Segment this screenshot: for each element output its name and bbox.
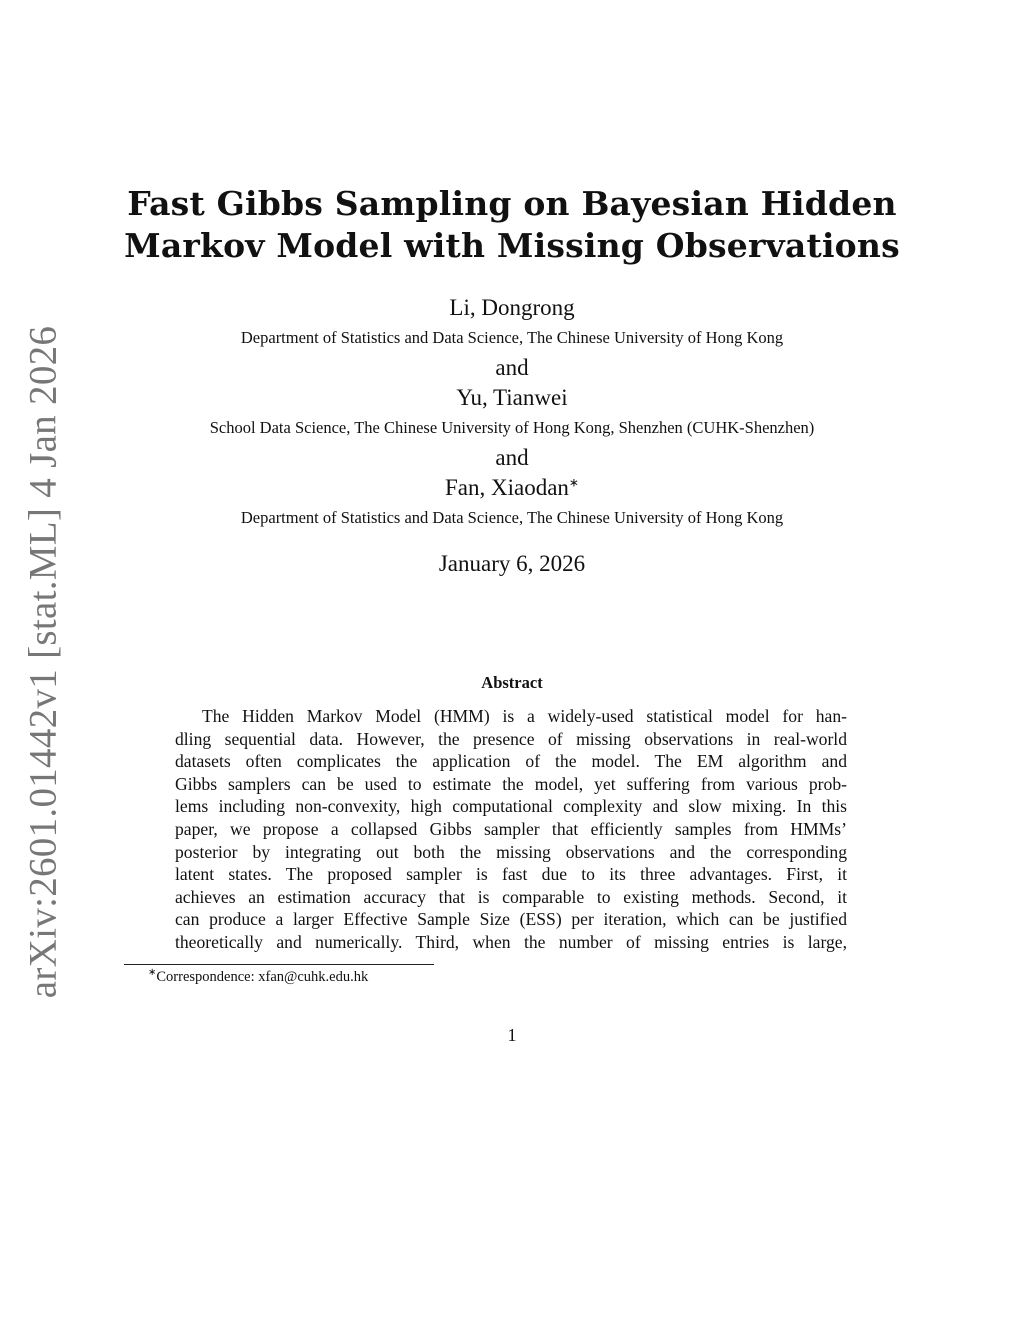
title-line-2: Markov Model with Missing Observations xyxy=(124,226,900,265)
author-block xyxy=(0,293,1024,533)
author-affiliation-2: School Data Science, The Chinese University of Hong Kong, Shenzhen (CUHK-Shenzhen) xyxy=(209,418,815,437)
footnote xyxy=(148,969,368,986)
abstract-heading: Abstract xyxy=(481,673,543,692)
footnote-rule xyxy=(124,964,434,965)
abstract-line: posterior by integrating out both the missing observations and the corresponding xyxy=(175,841,847,862)
arxiv-identifier-stamp: arXiv:2601.01442v1 [stat.ML] 4 Jan 2026 xyxy=(21,325,65,999)
author-name-3: Fan, Xiaodan xyxy=(445,475,569,500)
author-separator-2: and xyxy=(495,445,529,470)
author-affiliation-3: Department of Statistics and Data Science, The Chinese University of Hong Kong xyxy=(240,508,784,527)
abstract-line: The Hidden Markov Model (HMM) is a widely-used statistical model for han- xyxy=(202,706,847,726)
author-name-1: Li, Dongrong xyxy=(449,295,575,320)
abstract-line: paper, we propose a collapsed Gibbs sampler that efficiently samples from HMMs’ xyxy=(175,818,847,839)
title-line-1: Fast Gibbs Sampling on Bayesian Hidden xyxy=(127,184,897,223)
footnote-text: Correspondence: xfan@cuhk.edu.hk xyxy=(156,969,369,985)
page-number: 1 xyxy=(507,1025,517,1045)
author-affiliation-1: Department of Statistics and Data Science, The Chinese University of Hong Kong xyxy=(240,328,784,347)
abstract-line: theoretically and numerically. Third, when the number of missing entries is large, xyxy=(175,931,847,952)
abstract-body xyxy=(175,705,847,954)
abstract-line: lems including non-convexity, high computational complexity and slow mixing. In this xyxy=(175,796,847,817)
corresponding-author-marker: ∗ xyxy=(568,475,579,490)
abstract-line: latent states. The proposed sampler is fast due to its three advantages. First, it xyxy=(175,864,847,885)
paper-date: January 6, 2026 xyxy=(438,551,586,576)
abstract-line: Gibbs samplers can be used to estimate the model, yet suffering from various prob- xyxy=(175,773,847,794)
abstract-line: can produce a larger Effective Sample Size (ESS) per iteration, which can be justified xyxy=(175,909,847,930)
author-name-2: Yu, Tianwei xyxy=(456,385,568,410)
abstract-line: datasets often complicates the application of the model. The EM algorithm and xyxy=(175,751,847,772)
footnote-marker: ∗ xyxy=(148,967,157,979)
abstract-line: achieves an estimation accuracy that is comparable to existing methods. Second, it xyxy=(175,886,847,907)
author-separator-1: and xyxy=(495,355,529,380)
abstract-line: dling sequential data. However, the presence of missing observations in real-world xyxy=(175,728,847,749)
author-name-3-row xyxy=(0,473,1024,503)
paper-title xyxy=(0,183,1024,267)
